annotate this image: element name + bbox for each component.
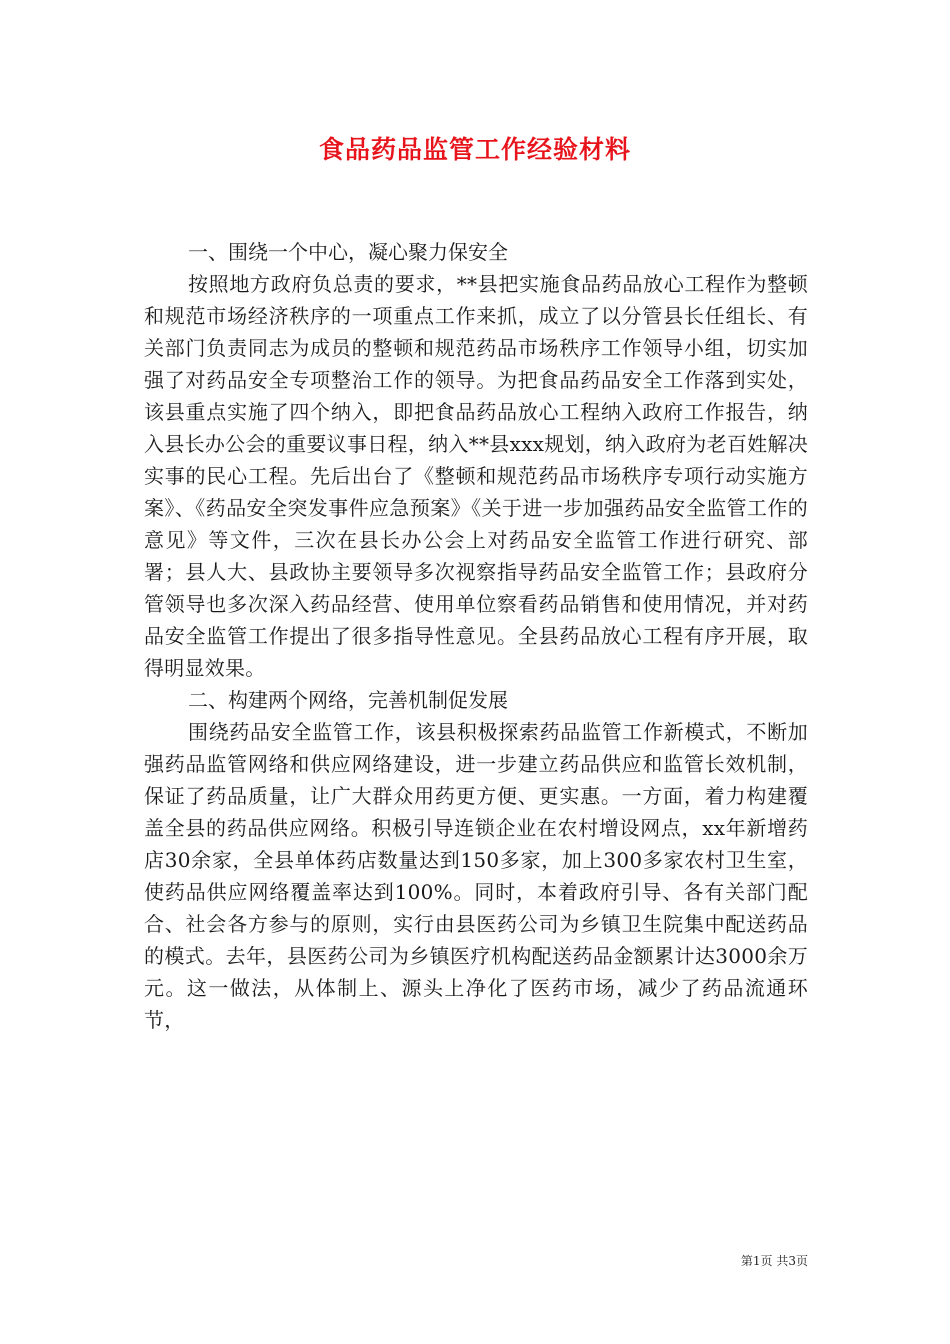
- page-number-footer: 第1页 共3页: [740, 1254, 808, 1268]
- section-paragraph-1: 按照地方政府负总责的要求，**县把实施食品药品放心工程作为整顿和规范市场经济秩序的一项重点工作来抓，成立了以分管县长任组长、有关部门负责同志为成员的整顿和规范药品市场秩序工作领导小组，切实加强了对药品安全专项整治工作的领导。为把食品药品安全工作落到实处，该县重点实施了四个纳入，即把食品药品放心工程纳入政府工作报告，纳入县长办公会的重要议事日程，纳入**县xxx规划，纳入政府为老百姓解决实事的民心工程。先后出台了《整顿和规范药品市场秩序专项行动实施方案》、《药品安全突发事件应急预案》《关于进一步加强药品安全监管工作的意见》等文件，三次在县长办公会上对药品安全监管工作进行研究、部署；县人大、县政协主要领导多次视察指导药品安全监管工作；县政府分管领导也多次深入药品经营、使用单位察看药品销售和使用情况，并对药品安全监管工作提出了很多指导性意见。全县药品放心工程有序开展，取得明显效果。: [144, 272, 808, 680]
- section-heading-2: 二、构建两个网络，完善机制促发展: [188, 688, 508, 712]
- section-heading-1: 一、围绕一个中心，凝心聚力保安全: [188, 240, 508, 264]
- document-body: [144, 236, 808, 1036]
- document-title: 食品药品监管工作经验材料: [318, 135, 631, 164]
- section-paragraph-2: 围绕药品安全监管工作，该县积极探索药品监管工作新模式，不断加强药品监管网络和供应网络建设，进一步建立药品供应和监管长效机制，保证了药品质量，让广大群众用药更方便、更实惠。一方面，着力构建覆盖全县的药品供应网络。积极引导连锁企业在农村增设网点，xx年新增药店30余家，全县单体药店数量达到150多家，加上300多家农村卫生室，使药品供应网络覆盖率达到100%。同时，本着政府引导、各有关部门配合、社会各方参与的原则，实行由县医药公司为乡镇卫生院集中配送药品的模式。去年，县医药公司为乡镇医疗机构配送药品金额累计达3000余万元。这一做法，从体制上、源头上净化了医药市场，减少了药品流通环节，: [144, 720, 808, 1032]
